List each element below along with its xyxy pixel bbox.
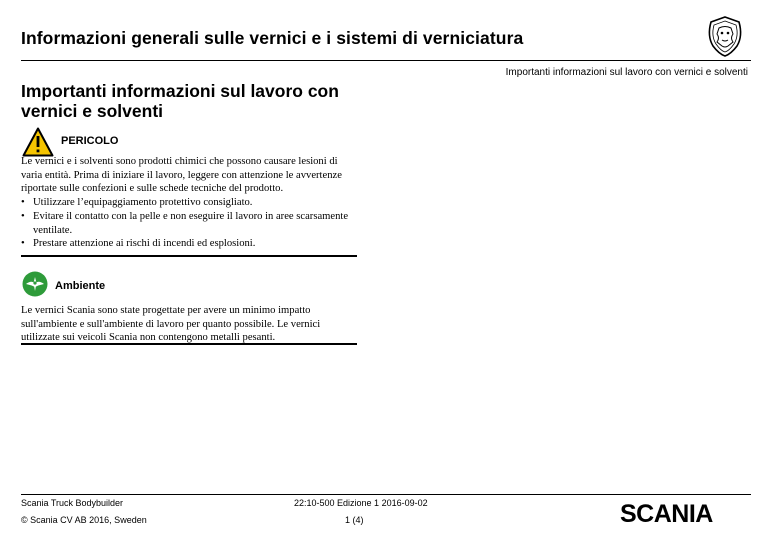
bullet-marker: • bbox=[21, 238, 25, 249]
header-divider bbox=[21, 60, 751, 61]
environment-label: Ambiente bbox=[55, 280, 106, 292]
environment-section-divider bbox=[21, 343, 357, 345]
document-header-title: Informazioni generali sulle vernici e i sistemi di verniciatura bbox=[21, 28, 524, 48]
scania-griffin-logo-icon bbox=[703, 14, 747, 58]
list-item bbox=[21, 210, 361, 237]
footer-divider bbox=[21, 494, 751, 495]
footer-document-reference: 22:10-500 Edizione 1 2016-09-02 bbox=[294, 498, 428, 508]
environment-text: Le vernici Scania sono state progettate per avere un minimo impatto sull'ambiente e sull'ambiente di lavoro per quanto possibile. Le vernici utilizzate sui veicoli Scania non contengono metalli pesanti. bbox=[21, 305, 321, 344]
footer-page-number: 1 (4) bbox=[345, 515, 364, 525]
list-item bbox=[21, 196, 361, 210]
list-item bbox=[21, 237, 361, 251]
list-item-text: Prestare attenzione ai rischi di incendi ed esplosioni. bbox=[33, 238, 256, 249]
warning-triangle-icon bbox=[22, 127, 54, 157]
running-head: Importanti informazioni sul lavoro con vernici e solventi bbox=[505, 67, 748, 78]
list-item-text: Utilizzare l’equipaggiamento protettivo consigliato. bbox=[33, 197, 253, 208]
scania-wordmark-logo: SCANIA bbox=[620, 500, 713, 528]
danger-label: PERICOLO bbox=[61, 135, 119, 147]
bullet-marker: • bbox=[21, 197, 25, 208]
danger-section-divider bbox=[21, 255, 357, 257]
section-title: Importanti informazioni sul lavoro con vernici e solventi bbox=[21, 81, 339, 121]
footer-publication: Scania Truck Bodybuilder bbox=[21, 498, 124, 508]
footer-copyright: © Scania CV AB 2016, Sweden bbox=[21, 515, 147, 525]
danger-text: Le vernici e i solventi sono prodotti chimici che possono causare lesioni di varia entità. Prima di iniziare il lavoro, leggere con attenzione le avvertenze riportate sulle confezioni e sulle schede tecniche del prodotto. bbox=[21, 156, 342, 195]
bullet-marker: • bbox=[21, 211, 25, 222]
list-item-text: Evitare il contatto con la pelle e non eseguire il lavoro in aree scarsamente ventilate. bbox=[33, 211, 349, 236]
environment-icon bbox=[22, 271, 48, 297]
